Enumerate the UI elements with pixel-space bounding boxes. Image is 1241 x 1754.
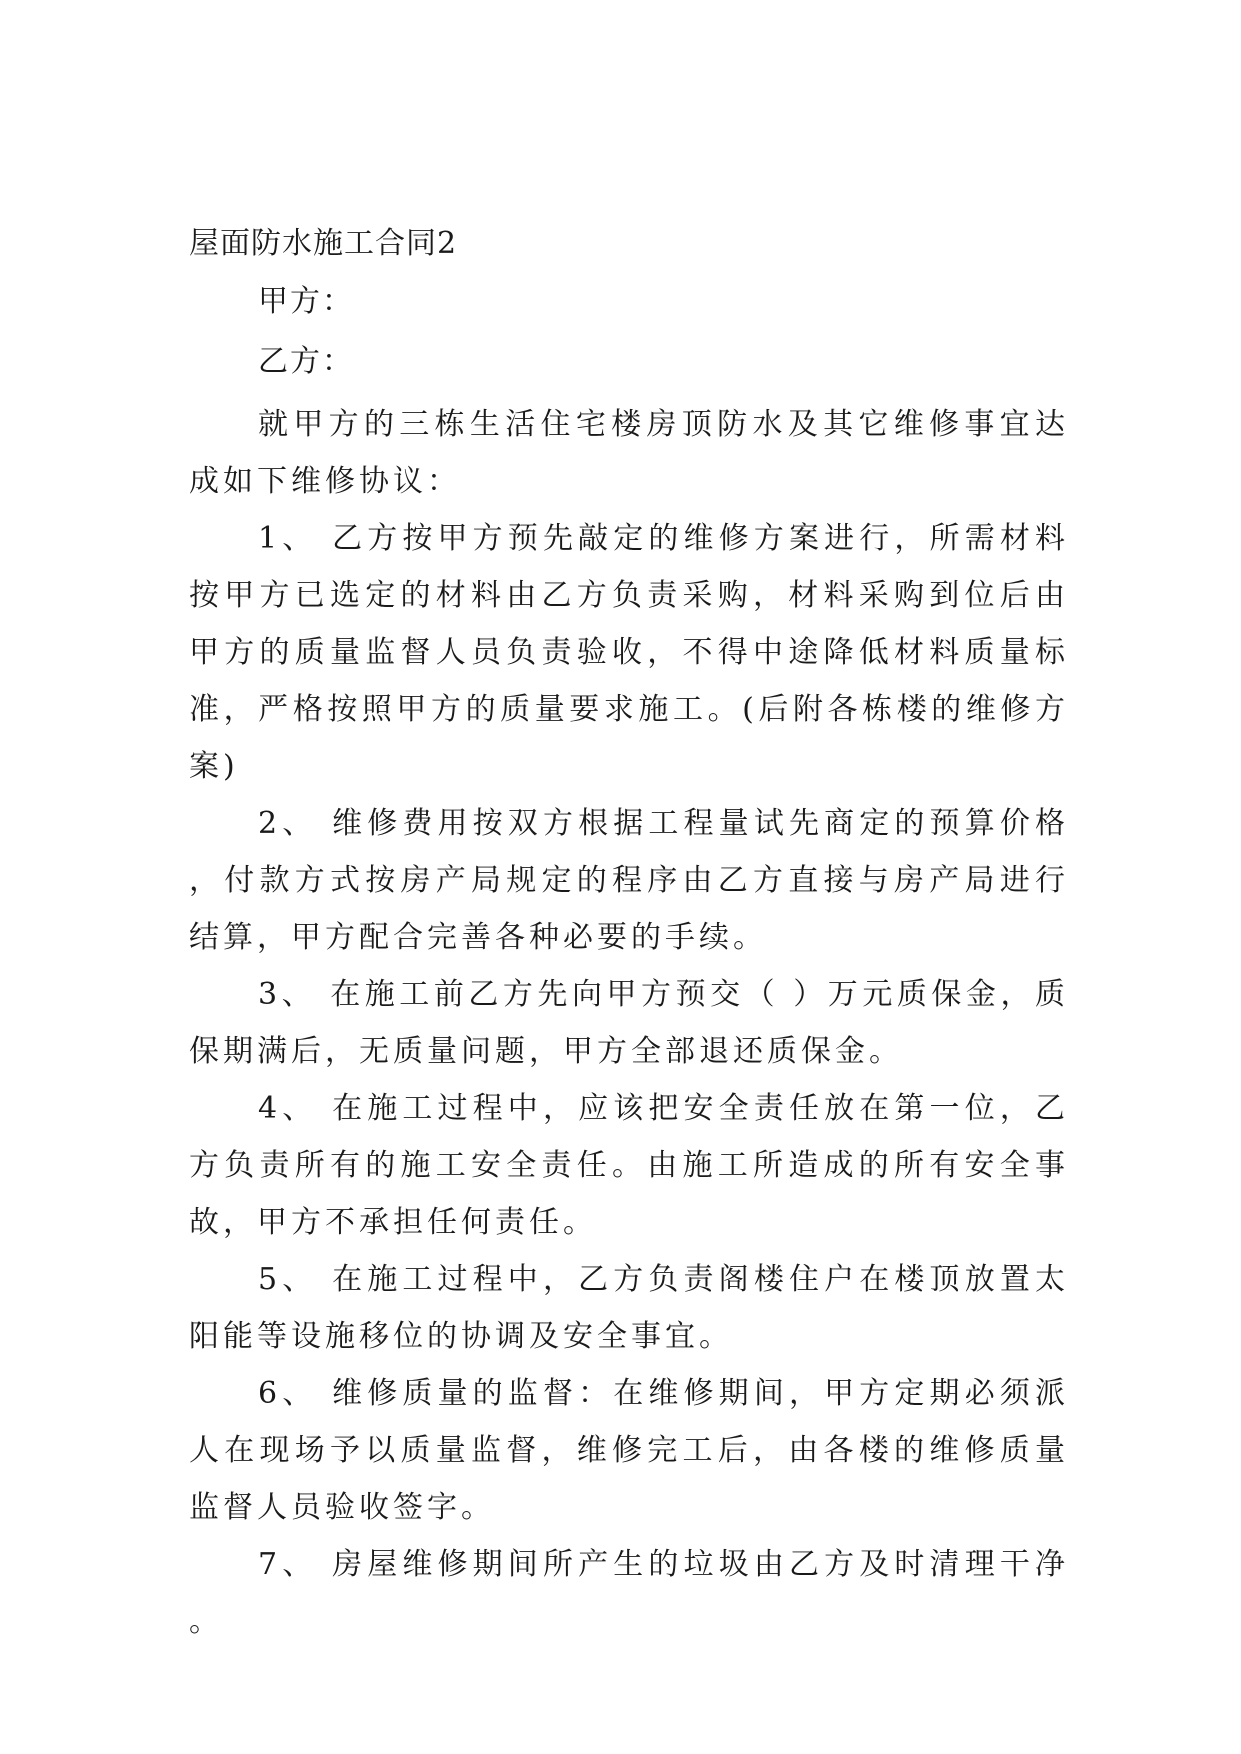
clause-1: 1、 乙方按甲方预先敲定的维修方案进行，所需材料按甲方已选定的材料由乙方负责采购，材料采购到位后由甲方的质量监督人员负责验收，不得中途降低材料质量标准，严格按照甲方的质量要求施工。(后附各栋楼的维修方案)	[189, 521, 1069, 784]
clause-2: 2、 维修费用按双方根据工程量试先商定的预算价格，付款方式按房产局规定的程序由乙方直接与房产局进行结算，甲方配合完善各种必要的手续。	[189, 806, 1069, 955]
clause-7: 7、 房屋维修期间所产生的垃圾由乙方及时清理干净。	[189, 1547, 1069, 1639]
party-a-label: 甲方：	[258, 284, 354, 319]
clause-4: 4、 在施工过程中，应该把安全责任放在第一位，乙方负责所有的施工安全责任。由施工所造成的所有安全事故，甲方不承担任何责任。	[189, 1091, 1069, 1240]
party-b-label: 乙方：	[258, 344, 354, 379]
clause-3: 3、 在施工前乙方先向甲方预交（ ）万元质保金，质保期满后，无质量问题，甲方全部退还质保金。	[189, 977, 1069, 1069]
contract-body	[189, 396, 1069, 1650]
clause-5: 5、 在施工过程中，乙方负责阁楼住户在楼顶放置太阳能等设施移位的协调及安全事宜。	[189, 1262, 1069, 1354]
intro-paragraph: 就甲方的三栋生活住宅楼房顶防水及其它维修事宜达成如下维修协议：	[189, 407, 1069, 499]
document-title: 屋面防水施工合同2	[189, 226, 458, 261]
clause-6: 6、 维修质量的监督：在维修期间，甲方定期必须派人在现场予以质量监督，维修完工后，由各楼的维修质量监督人员验收签字。	[189, 1376, 1069, 1525]
